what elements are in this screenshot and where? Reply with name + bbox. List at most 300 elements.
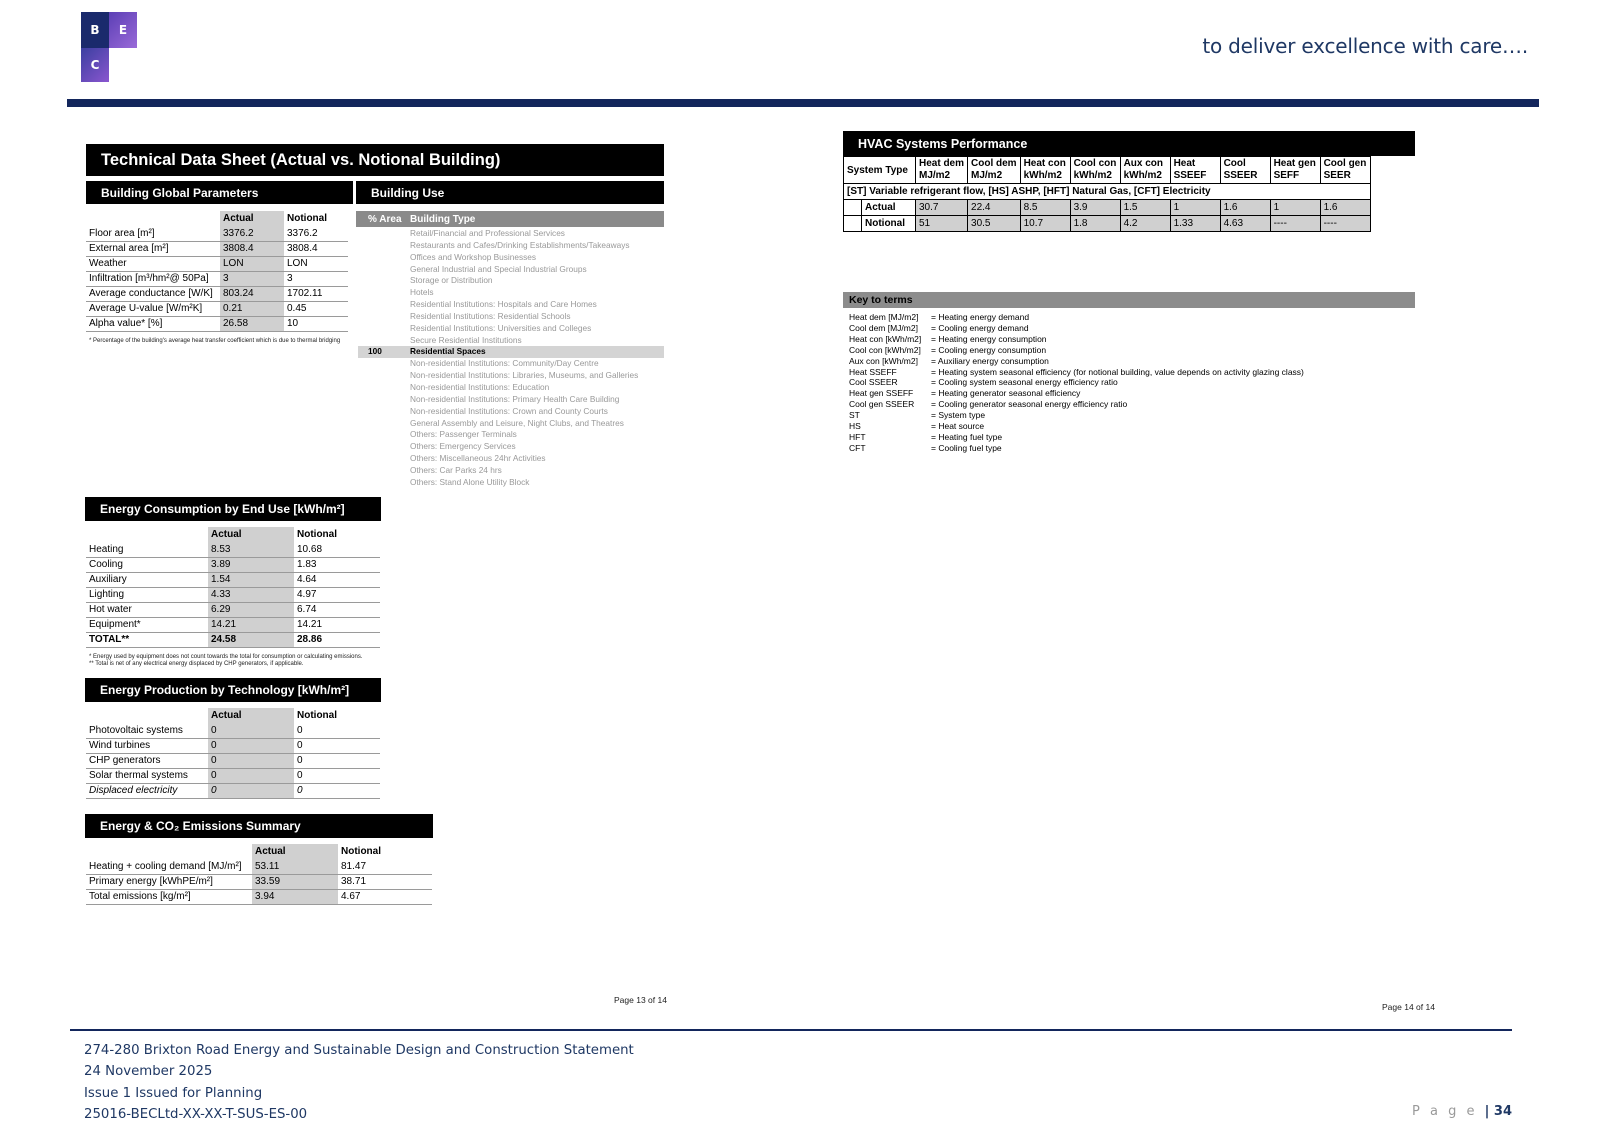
logo-letter-c: C	[81, 48, 109, 82]
building-type-row	[358, 441, 664, 453]
header-line: kWh/m2	[1073, 170, 1112, 181]
consumption-table	[86, 527, 380, 648]
key-definition: = Cooling energy demand	[931, 322, 1029, 333]
bec-logo	[81, 12, 139, 82]
hvac-value: 1.8	[1070, 216, 1120, 232]
cell-label: Displaced electricity	[86, 783, 208, 798]
footer-issue: Issue 1 Issued for Planning	[84, 1085, 263, 1101]
hvac-column-header	[1170, 157, 1220, 184]
tds-title: Technical Data Sheet (Actual vs. Notional Building)	[86, 144, 664, 176]
key-row	[849, 345, 1304, 356]
cell-label: CHP generators	[86, 753, 208, 768]
table-row	[86, 241, 348, 256]
table-header-row	[86, 844, 432, 859]
header-divider	[67, 99, 1539, 107]
cell-notional: 38.71	[338, 874, 432, 889]
cell-actual: 3	[220, 271, 284, 286]
key-definition: = Cooling system seasonal energy efficiency ratio	[931, 377, 1118, 388]
cell-actual: 3376.2	[220, 226, 284, 241]
cell-actual: 6.29	[208, 602, 294, 617]
footer-doc-ref: 25016-BECLtd-XX-XX-T-SUS-ES-00	[84, 1106, 308, 1122]
hvac-column-header	[1070, 157, 1120, 184]
table-row	[86, 256, 348, 271]
area-percent	[358, 228, 410, 240]
building-type-row	[358, 370, 664, 382]
building-type-row	[358, 240, 664, 252]
building-type-label: Others: Emergency Services	[410, 441, 516, 452]
key-term: HFT	[849, 431, 866, 442]
cell-actual: 0	[208, 738, 294, 753]
hvac-data-row	[844, 216, 1371, 232]
key-definition: = Cooling energy consumption	[931, 344, 1047, 355]
table-row	[86, 542, 380, 557]
area-percent	[358, 429, 410, 441]
cell-label: Auxiliary	[86, 572, 208, 587]
table-row	[86, 738, 380, 753]
hvac-value: 1.6	[1220, 200, 1270, 216]
column-header	[86, 708, 208, 723]
key-row	[849, 367, 1304, 378]
cell-label: Floor area [m²]	[86, 226, 220, 241]
col-pct-area: % Area	[368, 213, 402, 225]
key-term: Cool gen SSEER	[849, 399, 915, 410]
table-row	[86, 768, 380, 783]
hvac-header-row	[844, 157, 1371, 184]
consumption-title: Energy Consumption by End Use [kWh/m²]	[85, 497, 381, 521]
building-type-row	[358, 311, 664, 323]
column-header	[86, 844, 252, 859]
key-definition: = Heating energy demand	[931, 312, 1030, 322]
hvac-value: 1.5	[1120, 200, 1170, 216]
table-row	[86, 587, 380, 602]
cell-notional: 0	[294, 723, 380, 738]
key-term: Heat dem [MJ/m2]	[849, 312, 919, 322]
cell-actual: 4.33	[208, 587, 294, 602]
key-definition: = Heating system seasonal efficiency (for notional building, value depends on activity glazing class)	[931, 366, 1304, 377]
hvac-value: 22.4	[968, 200, 1021, 216]
cell-actual: 3.89	[208, 557, 294, 572]
cell-actual: 0	[208, 768, 294, 783]
hvac-value: 30.5	[968, 216, 1021, 232]
production-title: Energy Production by Technology [kWh/m²]	[85, 678, 381, 702]
header-line: Cool gen	[1323, 158, 1367, 169]
area-percent	[358, 453, 410, 465]
key-title: Key to terms	[843, 292, 1415, 308]
cell-notional: 0	[294, 738, 380, 753]
cell-actual: 1.54	[208, 572, 294, 587]
table-header-row	[86, 211, 348, 226]
building-type-row	[358, 477, 664, 489]
key-to-terms	[849, 312, 1304, 454]
cell-label: Photovoltaic systems	[86, 723, 208, 738]
column-header: Notional	[297, 710, 337, 721]
key-definition: = Heat source	[931, 421, 985, 432]
key-row	[849, 410, 1304, 421]
table-row	[86, 859, 432, 874]
cell-notional: LON	[284, 256, 348, 271]
column-header	[86, 211, 220, 226]
building-type-label: Others: Passenger Terminals	[410, 429, 517, 440]
hvac-value: 3.9	[1070, 200, 1120, 216]
area-percent	[358, 370, 410, 382]
cell-notional: 0	[294, 768, 380, 783]
area-percent	[358, 406, 410, 418]
cell-notional: 3	[284, 271, 348, 286]
column-header: Notional	[287, 213, 327, 224]
key-row	[849, 356, 1304, 367]
header-line: Heat gen	[1273, 158, 1316, 169]
column-header: Actual	[208, 708, 294, 723]
cell-label: Total emissions [kg/m²]	[86, 889, 252, 904]
header-line: SEER	[1323, 170, 1351, 181]
building-type-row	[358, 429, 664, 441]
key-term: Heat con [kWh/m2]	[849, 333, 922, 344]
cell-notional: 6.74	[294, 602, 380, 617]
cell-actual: 0	[208, 723, 294, 738]
cell-notional: 81.47	[338, 859, 432, 874]
hvac-value: 10.7	[1020, 216, 1070, 232]
cell-notional: 14.21	[294, 617, 380, 632]
hvac-table	[843, 156, 1371, 232]
table-row	[86, 874, 432, 889]
table-row	[86, 301, 348, 316]
cell-actual: 803.24	[220, 286, 284, 301]
key-definition: = Heating generator seasonal efficiency	[931, 388, 1081, 399]
building-type-label: Non-residential Institutions: Education	[410, 381, 550, 392]
area-percent	[358, 441, 410, 453]
building-type-row	[358, 323, 664, 335]
building-type-row	[358, 299, 664, 311]
building-type-row	[358, 394, 664, 406]
building-type-label: Secure Residential Institutions	[410, 334, 522, 345]
hvac-column-header	[1320, 157, 1370, 184]
logo-letter-b: B	[81, 12, 109, 48]
cell-notional: 1702.11	[284, 286, 348, 301]
area-percent: 100	[368, 346, 382, 357]
cell-label: Hot water	[86, 602, 208, 617]
hvac-value: 1.33	[1170, 216, 1220, 232]
header-line: SSEER	[1223, 170, 1258, 181]
cell-actual: 0	[208, 783, 294, 798]
table-row	[86, 602, 380, 617]
production-table	[86, 708, 380, 799]
building-type-label: Others: Car Parks 24 hrs	[410, 464, 502, 475]
building-type-label: Residential Institutions: Universities and Colleges	[410, 322, 592, 333]
page-number: 34	[1493, 1104, 1512, 1119]
global-params-title: Building Global Parameters	[86, 181, 353, 204]
row-label: Notional	[862, 216, 916, 232]
key-term: Cool SSEER	[849, 377, 898, 388]
cell-actual: 8.53	[208, 542, 294, 557]
table-row	[86, 723, 380, 738]
table-row	[86, 572, 380, 587]
key-term: Cool con [kWh/m2]	[849, 344, 921, 355]
key-row	[849, 399, 1304, 410]
header-line: kWh/m2	[1123, 170, 1162, 181]
area-percent	[358, 299, 410, 311]
header-line: MJ/m2	[919, 170, 951, 181]
key-row	[849, 421, 1304, 432]
key-term: Cool dem [MJ/m2]	[849, 322, 918, 333]
area-percent	[358, 418, 410, 430]
building-type-label: Storage or Distribution	[410, 275, 493, 286]
area-percent	[358, 287, 410, 299]
page-14-number: Page 14 of 14	[1382, 1002, 1435, 1012]
building-type-row	[358, 264, 664, 276]
cell-actual: 0	[208, 753, 294, 768]
table-row	[86, 316, 348, 331]
area-percent	[358, 240, 410, 252]
building-type-label: Non-residential Institutions: Primary Health Care Building	[410, 393, 620, 404]
table-row	[86, 753, 380, 768]
building-type-label: Others: Stand Alone Utility Block	[410, 476, 530, 487]
area-percent	[358, 394, 410, 406]
key-term: Heat SSEFF	[849, 366, 897, 377]
key-term: Aux con [kWh/m2]	[849, 355, 918, 366]
cell-actual: 3808.4	[220, 241, 284, 256]
cell-label: Primary energy [kWhPE/m²]	[86, 874, 252, 889]
cell-notional: 0	[294, 753, 380, 768]
cell-actual: 26.58	[220, 316, 284, 331]
building-type-row	[358, 335, 664, 347]
building-type-label: Residential Institutions: Hospitals and Care Homes	[410, 299, 597, 310]
header-line: System Type	[847, 164, 908, 176]
cell-label: Wind turbines	[86, 738, 208, 753]
area-percent	[358, 335, 410, 347]
column-header: Actual	[208, 527, 294, 542]
table-row	[86, 617, 380, 632]
hvac-value: 1	[1270, 200, 1320, 216]
building-type-label: Retail/Financial and Professional Services	[410, 228, 565, 238]
table-row	[86, 286, 348, 301]
global-params-table	[86, 211, 348, 332]
page-indicator: P a g e | 34	[1412, 1104, 1512, 1119]
cell-notional: 0	[294, 783, 380, 798]
building-type-label: Restaurants and Cafes/Drinking Establishments/Takeaways	[410, 239, 630, 250]
building-use-list	[358, 228, 664, 489]
building-type-row	[358, 358, 664, 370]
table-row	[86, 632, 380, 647]
hvac-value: 1.6	[1320, 200, 1370, 216]
column-header: Actual	[220, 211, 284, 226]
cell-notional: 1.83	[294, 557, 380, 572]
key-definition: = Auxiliary energy consumption	[931, 355, 1049, 366]
cell-label: External area [m²]	[86, 241, 220, 256]
building-type-label: Residential Spaces	[410, 346, 486, 357]
cell-label: Alpha value* [%]	[86, 316, 220, 331]
area-percent	[358, 252, 410, 264]
building-type-label: Offices and Workshop Businesses	[410, 251, 537, 262]
building-type-row	[358, 382, 664, 394]
col-building-type: Building Type	[410, 213, 476, 225]
cell-actual: 14.21	[208, 617, 294, 632]
building-use-title: Building Use	[356, 181, 664, 204]
cell-actual: 0.21	[220, 301, 284, 316]
footer-date: 24 November 2025	[84, 1064, 213, 1080]
building-type-row	[358, 418, 664, 430]
key-row	[849, 323, 1304, 334]
header-line: Heat	[1173, 158, 1196, 169]
key-row	[849, 334, 1304, 345]
header-line: Aux con	[1123, 158, 1164, 169]
hvac-value: 1	[1170, 200, 1220, 216]
footer-divider	[70, 1029, 1512, 1031]
cell-notional: 0.45	[284, 301, 348, 316]
header-line: kWh/m2	[1023, 170, 1062, 181]
cell-label: Average U-value [W/m²K]	[86, 301, 220, 316]
hvac-column-header	[916, 157, 968, 184]
building-type-row	[358, 453, 664, 465]
hvac-value: 51	[916, 216, 968, 232]
cell-notional: 4.67	[338, 889, 432, 904]
cell-notional: 3376.2	[284, 226, 348, 241]
building-type-row	[358, 346, 664, 358]
table-row	[86, 889, 432, 904]
key-row	[849, 388, 1304, 399]
hvac-title: HVAC Systems Performance	[843, 131, 1415, 156]
building-type-label: Non-residential Institutions: Libraries, Museums, and Galleries	[410, 370, 639, 381]
hvac-column-header	[1120, 157, 1170, 184]
area-percent	[358, 311, 410, 323]
area-percent	[358, 358, 410, 370]
building-type-label: General Industrial and Special Industrial Groups	[410, 263, 587, 274]
building-type-label: Hotels	[410, 287, 434, 298]
key-term: CFT	[849, 442, 866, 453]
tagline: to deliver excellence with care….	[1202, 34, 1528, 58]
area-percent	[358, 323, 410, 335]
key-definition: = Cooling generator seasonal energy efficiency ratio	[931, 399, 1128, 410]
table-row	[86, 557, 380, 572]
cell-actual: 24.58	[208, 632, 294, 647]
cell-label: Solar thermal systems	[86, 768, 208, 783]
building-type-row	[358, 406, 664, 418]
hvac-value: 30.7	[916, 200, 968, 216]
row-indent	[844, 200, 862, 216]
hvac-column-header	[1220, 157, 1270, 184]
cell-label: Cooling	[86, 557, 208, 572]
hvac-value: 8.5	[1020, 200, 1070, 216]
cell-actual: 33.59	[252, 874, 338, 889]
page-13-number: Page 13 of 14	[614, 995, 667, 1005]
key-term: Heat gen SSEFF	[849, 388, 914, 399]
header-line: Cool con	[1073, 158, 1117, 169]
cell-notional: 28.86	[294, 632, 380, 647]
row-indent	[844, 216, 862, 232]
building-type-row	[358, 228, 664, 240]
hvac-column-header	[844, 157, 916, 184]
table-row	[86, 271, 348, 286]
hvac-system-row	[844, 184, 1371, 200]
page-label: P a g e	[1412, 1104, 1478, 1119]
hvac-value: 4.2	[1120, 216, 1170, 232]
building-type-row	[358, 287, 664, 299]
hvac-column-header	[1270, 157, 1320, 184]
cell-label: Infiltration [m³/hm²@ 50Pa]	[86, 271, 220, 286]
key-term: ST	[849, 410, 860, 421]
consumption-footnote-1: * Energy used by equipment does not count towards the total for consumption or calculating emissions.	[89, 654, 363, 660]
emissions-title: Energy & CO₂ Emissions Summary	[85, 814, 433, 838]
building-type-row	[358, 252, 664, 264]
building-type-row	[358, 465, 664, 477]
building-type-label: Non-residential Institutions: Community/Day Centre	[410, 358, 599, 369]
key-definition: = System type	[931, 410, 986, 421]
column-header: Notional	[341, 846, 381, 857]
building-use-header	[356, 211, 664, 227]
key-row	[849, 432, 1304, 443]
cell-notional: 4.64	[294, 572, 380, 587]
area-percent	[358, 264, 410, 276]
hvac-column-header	[968, 157, 1021, 184]
cell-label: Equipment*	[86, 617, 208, 632]
area-percent	[358, 382, 410, 394]
footer	[84, 1040, 634, 1125]
key-definition: = Heating energy consumption	[931, 333, 1047, 344]
global-footnote: * Percentage of the building's average heat transfer coefficient which is due to thermal bridging	[89, 338, 341, 344]
table-header-row	[86, 708, 380, 723]
cell-label: Heating + cooling demand [MJ/m²]	[86, 859, 252, 874]
building-type-label: Non-residential Institutions: Crown and County Courts	[410, 405, 608, 416]
header-line: SEFF	[1273, 170, 1300, 181]
table-header-row	[86, 527, 380, 542]
emissions-table	[86, 844, 432, 905]
building-type-label: Others: Miscellaneous 24hr Activities	[410, 453, 546, 464]
hvac-value: 4.63	[1220, 216, 1270, 232]
cell-notional: 3808.4	[284, 241, 348, 256]
key-row	[849, 443, 1304, 454]
building-type-label: Residential Institutions: Residential Schools	[410, 310, 571, 321]
cell-actual: 3.94	[252, 889, 338, 904]
hvac-column-header	[1020, 157, 1070, 184]
cell-notional: 10	[284, 316, 348, 331]
cell-actual: LON	[220, 256, 284, 271]
cell-label: TOTAL**	[86, 632, 208, 647]
footer-project-title: 274-280 Brixton Road Energy and Sustainable Design and Construction Statement	[84, 1043, 634, 1058]
key-row	[849, 312, 1304, 323]
area-percent	[358, 477, 410, 489]
consumption-footnote-2: ** Total is net of any electrical energy displaced by CHP generators, if applicable.	[89, 661, 304, 667]
row-label: Actual	[862, 200, 916, 216]
building-type-label: General Assembly and Leisure, Night Clubs, and Theatres	[410, 417, 624, 428]
hvac-data-row	[844, 200, 1371, 216]
area-percent	[358, 275, 410, 287]
cell-label: Weather	[86, 256, 220, 271]
cell-notional: 4.97	[294, 587, 380, 602]
header-line: SSEEF	[1173, 170, 1207, 181]
system-description: [ST] Variable refrigerant flow, [HS] ASHP, [HFT] Natural Gas, [CFT] Electricity	[844, 184, 1371, 200]
cell-notional: 10.68	[294, 542, 380, 557]
header-line: Heat dem	[919, 158, 965, 169]
key-definition: = Cooling fuel type	[931, 442, 1002, 453]
column-header: Actual	[252, 844, 338, 859]
key-term: HS	[849, 421, 861, 432]
cell-label: Average conductance [W/K]	[86, 286, 220, 301]
logo-letter-e: E	[109, 12, 137, 48]
table-row	[86, 226, 348, 241]
area-percent	[358, 465, 410, 477]
key-definition: = Heating fuel type	[931, 431, 1003, 442]
column-header: Notional	[297, 529, 337, 540]
cell-label: Lighting	[86, 587, 208, 602]
header-line: Cool	[1223, 158, 1246, 169]
hvac-value: ----	[1320, 216, 1370, 232]
building-type-row	[358, 275, 664, 287]
cell-actual: 53.11	[252, 859, 338, 874]
header-line: Heat con	[1023, 158, 1066, 169]
column-header	[86, 527, 208, 542]
header-line: MJ/m2	[971, 170, 1003, 181]
table-row	[86, 783, 380, 798]
cell-label: Heating	[86, 542, 208, 557]
